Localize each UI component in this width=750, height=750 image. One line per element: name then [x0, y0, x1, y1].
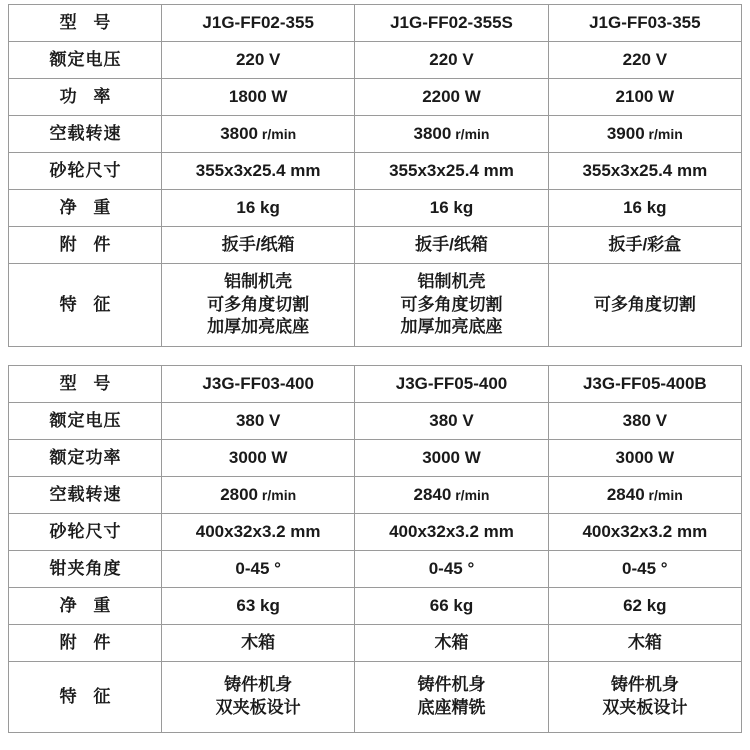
- spec-row-label: 型 号: [9, 366, 162, 403]
- spec-row-value: 木箱: [548, 625, 741, 662]
- spec-row: [9, 5, 742, 42]
- spec-row-value: 355x3x25.4 mm: [548, 153, 741, 190]
- spec-row-label: 砂轮尺寸: [9, 153, 162, 190]
- spec-row-label: 附 件: [9, 227, 162, 264]
- spec-row-value: 铸件机身 双夹板设计: [162, 662, 355, 733]
- spec-row: [9, 42, 742, 79]
- spec-row-label: 型 号: [9, 5, 162, 42]
- spec-row-value: J3G-FF05-400B: [548, 366, 741, 403]
- spec-row-value: 可多角度切割: [548, 264, 741, 347]
- spec-row-label: 空载转速: [9, 116, 162, 153]
- spec-row-value: 3800 r/min: [355, 116, 548, 153]
- spec-row-value: 0-45 °: [355, 551, 548, 588]
- spec-row: [9, 440, 742, 477]
- spec-row-value: J3G-FF03-400: [162, 366, 355, 403]
- spec-row-label: 砂轮尺寸: [9, 514, 162, 551]
- spec-row: [9, 153, 742, 190]
- spec-row-value: 3000 W: [355, 440, 548, 477]
- spec-row-value: 0-45 °: [548, 551, 741, 588]
- spec-table-400-series: [8, 365, 742, 733]
- spec-row-label: 功 率: [9, 79, 162, 116]
- spec-row-label: 特 征: [9, 264, 162, 347]
- spec-row-value: 16 kg: [355, 190, 548, 227]
- spec-row-value: 220 V: [548, 42, 741, 79]
- spec-row-label: 额定功率: [9, 440, 162, 477]
- spec-row-label: 钳夹角度: [9, 551, 162, 588]
- spec-row-value: J1G-FF03-355: [548, 5, 741, 42]
- spec-row-value: 380 V: [162, 403, 355, 440]
- spec-row-value: J3G-FF05-400: [355, 366, 548, 403]
- spec-row-value: 380 V: [355, 403, 548, 440]
- spec-row-value: 2100 W: [548, 79, 741, 116]
- spec-row: [9, 625, 742, 662]
- spec-row-value: 铸件机身 双夹板设计: [548, 662, 741, 733]
- spec-row: [9, 551, 742, 588]
- spec-row-label: 净 重: [9, 588, 162, 625]
- spec-row: [9, 514, 742, 551]
- spec-row: [9, 116, 742, 153]
- spec-row-value: 380 V: [548, 403, 741, 440]
- spec-row-value: 220 V: [162, 42, 355, 79]
- spec-row: [9, 366, 742, 403]
- spec-row: [9, 477, 742, 514]
- spec-row-label: 特 征: [9, 662, 162, 733]
- spec-row-value: 2800 r/min: [162, 477, 355, 514]
- spec-row-value: 400x32x3.2 mm: [162, 514, 355, 551]
- spec-row-value: 66 kg: [355, 588, 548, 625]
- spec-row: [9, 662, 742, 733]
- spec-row-value: 63 kg: [162, 588, 355, 625]
- spec-row-value: J1G-FF02-355S: [355, 5, 548, 42]
- spec-row-value: 2840 r/min: [355, 477, 548, 514]
- spec-row-value: J1G-FF02-355: [162, 5, 355, 42]
- spec-row-value: 220 V: [355, 42, 548, 79]
- spec-table-400-body: [9, 366, 742, 733]
- table-separator: [0, 347, 750, 365]
- spec-row-value: 2200 W: [355, 79, 548, 116]
- spec-row-value: 木箱: [355, 625, 548, 662]
- spec-row-value: 1800 W: [162, 79, 355, 116]
- value-unit: r/min: [644, 486, 683, 503]
- spec-row-value: 铝制机壳 可多角度切割 加厚加亮底座: [162, 264, 355, 347]
- spec-row-value: 16 kg: [548, 190, 741, 227]
- spec-row: [9, 403, 742, 440]
- spec-row-value: 扳手/彩盒: [548, 227, 741, 264]
- spec-row-value: 16 kg: [162, 190, 355, 227]
- spec-row: [9, 79, 742, 116]
- spec-row-value: 3900 r/min: [548, 116, 741, 153]
- value-unit: r/min: [258, 125, 297, 142]
- spec-table-355-series: [8, 4, 742, 347]
- spec-row-value: 62 kg: [548, 588, 741, 625]
- spec-row-label: 额定电压: [9, 42, 162, 79]
- spec-row-value: 2840 r/min: [548, 477, 741, 514]
- spec-row: [9, 190, 742, 227]
- spec-row-value: 铸件机身 底座精铣: [355, 662, 548, 733]
- value-unit: r/min: [451, 486, 490, 503]
- spec-table-355-body: [9, 5, 742, 347]
- spec-row: [9, 588, 742, 625]
- spec-row-value: 扳手/纸箱: [162, 227, 355, 264]
- spec-row-value: 3000 W: [548, 440, 741, 477]
- spec-row-value: 扳手/纸箱: [355, 227, 548, 264]
- spec-row: [9, 264, 742, 347]
- spec-row-label: 额定电压: [9, 403, 162, 440]
- spec-row-value: 3000 W: [162, 440, 355, 477]
- spec-row-label: 附 件: [9, 625, 162, 662]
- value-unit: r/min: [258, 486, 297, 503]
- spec-row-value: 木箱: [162, 625, 355, 662]
- spec-row-label: 空载转速: [9, 477, 162, 514]
- spec-row-value: 355x3x25.4 mm: [162, 153, 355, 190]
- spec-row-value: 0-45 °: [162, 551, 355, 588]
- spec-row-value: 355x3x25.4 mm: [355, 153, 548, 190]
- spec-row-label: 净 重: [9, 190, 162, 227]
- value-unit: r/min: [451, 125, 490, 142]
- spec-row-value: 3800 r/min: [162, 116, 355, 153]
- spec-row-value: 400x32x3.2 mm: [355, 514, 548, 551]
- spec-row: [9, 227, 742, 264]
- value-unit: r/min: [644, 125, 683, 142]
- spec-row-value: 400x32x3.2 mm: [548, 514, 741, 551]
- spec-row-value: 铝制机壳 可多角度切割 加厚加亮底座: [355, 264, 548, 347]
